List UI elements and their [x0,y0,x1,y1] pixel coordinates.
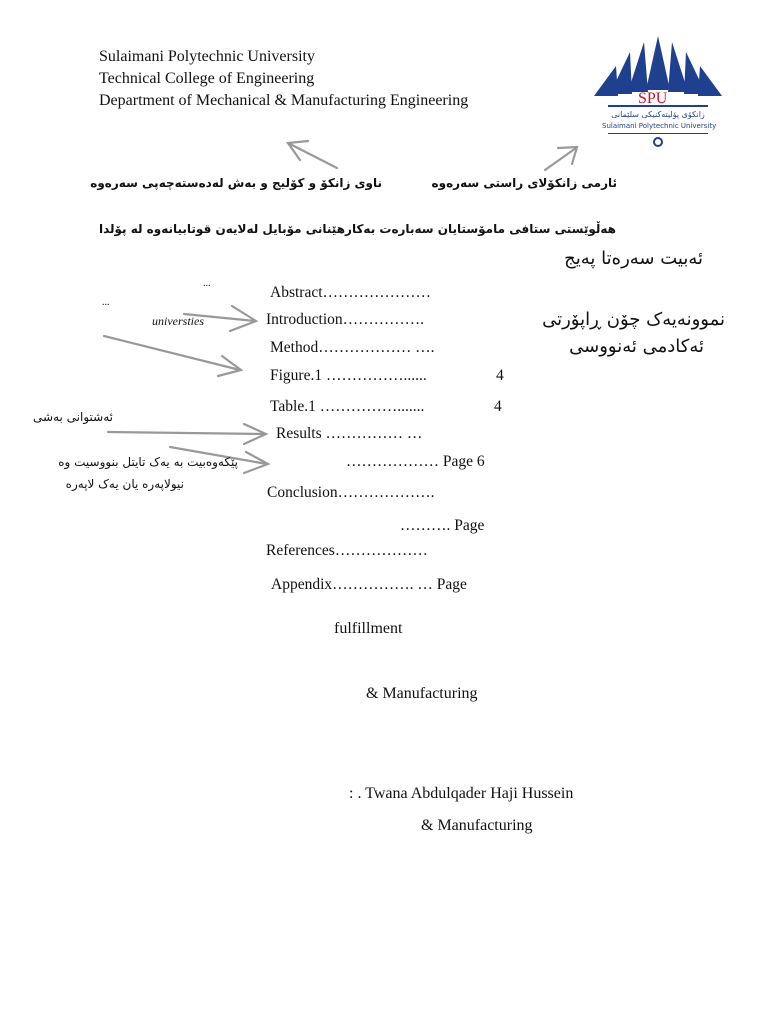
example-note-line1: نموونەیەک چۆن ڕاپۆرتی [542,309,725,330]
university-name: Sulaimani Polytechnic University [99,48,315,65]
logo-english-name: Sulaimani Polytechnic University [602,122,717,130]
manufacturing-text-2: & Manufacturing [421,817,533,834]
arrow-to-method [104,336,241,376]
toc-appendix: Appendix……………. … Page [271,576,467,593]
department-name: Department of Mechanical & Manufacturing Engineering [99,92,469,109]
toc-method: Method……………… …. [270,339,435,356]
manufacturing-text-1: & Manufacturing [366,685,478,702]
subtitle-note-line1: پێکەوەبیت بە یەک تایتل بنووسیت وە [58,455,238,469]
logo-position-note: ئارمی زانکۆلای راستی سەرەوە [431,176,617,190]
arrow-to-logo [545,147,577,170]
arrow-to-results [108,424,266,444]
college-name: Technical College of Engineering [99,70,315,87]
toc-references: References……………… [266,542,428,559]
toc-results: Results …………… … [276,425,423,442]
subtitle-note-line2: نیولاپەرە یان یەک لاپەرە [65,477,184,491]
title-note: هەڵوێستی ستافی مامۆستایان سەبارەت بەکارهێنانی مۆبایل لەلایەن قوتابیانەوە لە پۆلدا [98,222,616,236]
logo-abbr: SPU [638,90,668,107]
logo-kurdish-name: زانکۆی پۆلیتەکنیکی سلێمانی [611,110,705,119]
arrow-to-header [288,141,337,168]
toc-table-page: 4 [494,398,502,415]
toc-results-sub: ……………… Page 6 [346,453,485,470]
page-note: ئەبیت سەرەتا پەیج [564,248,703,269]
toc-conclusion: Conclusion………………. [267,484,435,501]
toc-table: Table.1 ……………....... [270,398,425,415]
toc-figure-page: 4 [496,367,504,384]
universities-note: universties [152,314,204,328]
example-note-line2: ئەکادمی ئەنووسی [569,336,704,357]
ellipsis-note-1: ... [203,278,211,289]
names-position-note: ناوی زانکۆ و کۆلیج و بەش لەدەستەچەپی سەرەوە [90,176,382,190]
toc-figure: Figure.1 ……………...... [270,367,427,384]
supervisor-name: : . Twana Abdulqader Haji Hussein [349,785,574,802]
ellipsis-note-2: ... [102,297,110,308]
toc-conclusion-sub: ………. Page [400,517,485,534]
toc-introduction: Introduction……………. [266,311,424,328]
sections-note: ئەشتوانی بەشی [33,410,113,424]
fulfillment-text: fulfillment [334,620,403,637]
toc-abstract: Abstract………………… [270,284,432,301]
